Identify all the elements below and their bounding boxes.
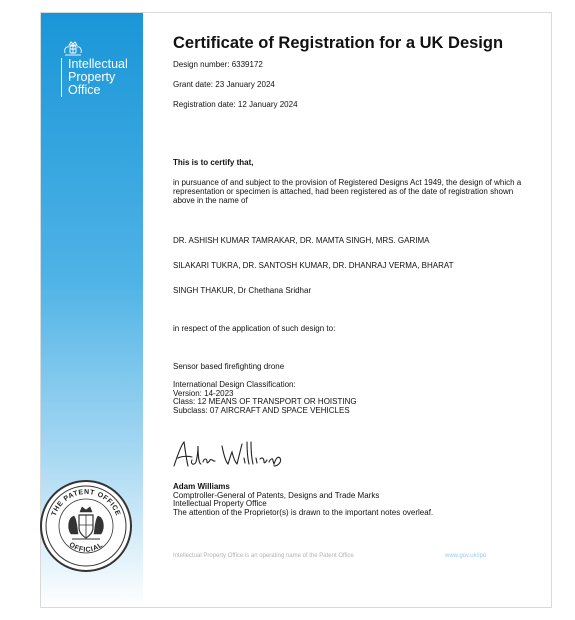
footer-link[interactable]: www.gov.uk/ipo xyxy=(445,553,487,559)
royal-crest-icon xyxy=(62,40,84,58)
ipo-logo xyxy=(61,58,128,97)
registration-date: Registration date: 12 January 2024 xyxy=(173,100,298,109)
handwritten-signature xyxy=(170,436,290,474)
classification-class: Class: 12 MEANS OF TRANSPORT OR HOISTING xyxy=(173,397,357,406)
classification-version: Version: 14-2023 xyxy=(173,388,234,398)
logo-line-3: Office xyxy=(68,83,101,97)
logo-line-2: Property xyxy=(68,70,116,84)
patent-office-seal xyxy=(36,476,136,576)
signatory-role: Comptroller-General of Patents, Designs and Trade Marks xyxy=(173,490,380,500)
seal-bottom-text: OFFICIAL xyxy=(67,541,105,554)
signatory-name: Adam Williams xyxy=(173,482,230,491)
certification-statement: in pursuance of and subject to the provision of Registered Designs Act 1949, the design of which a representation or specimen is attached, had been registered as of the date of registration shown above in the name of xyxy=(173,178,522,205)
proprietors-line-2: SILAKARI TUKRA, DR. SANTOSH KUMAR, DR. DHANRAJ VERMA, BHARAT xyxy=(173,261,454,270)
seal-top-text: THE PATENT OFFICE xyxy=(50,488,122,518)
design-name: Sensor based firefighting drone xyxy=(173,362,285,371)
grant-date: Grant date: 23 January 2024 xyxy=(173,80,275,89)
classification-heading: International Design Classification: xyxy=(173,380,296,389)
proprietor-notice: The attention of the Proprietor(s) is drawn to the important notes overleaf. xyxy=(173,507,434,517)
certify-heading: This is to certify that, xyxy=(173,158,254,167)
respect-text: in respect of the application of such design to: xyxy=(173,324,336,333)
design-classification xyxy=(173,381,357,415)
signatory-block xyxy=(173,483,433,517)
proprietors-line-3: SINGH THAKUR, Dr Chethana Sridhar xyxy=(173,286,312,295)
proprietors-line-1: DR. ASHISH KUMAR TAMRAKAR, DR. MAMTA SINGH, MRS. GARIMA xyxy=(173,236,430,245)
logo-line-1: Intellectual xyxy=(68,57,128,71)
signatory-organisation: Intellectual Property Office xyxy=(173,499,267,508)
certificate-title: Certificate of Registration for a UK Design xyxy=(173,34,504,52)
design-number: Design number: 6339172 xyxy=(173,60,263,69)
footer-text: Intellectual Property Office is an operating name of the Patent Office xyxy=(173,553,354,559)
classification-subclass: Subclass: 07 AIRCRAFT AND SPACE VEHICLES xyxy=(173,405,350,415)
